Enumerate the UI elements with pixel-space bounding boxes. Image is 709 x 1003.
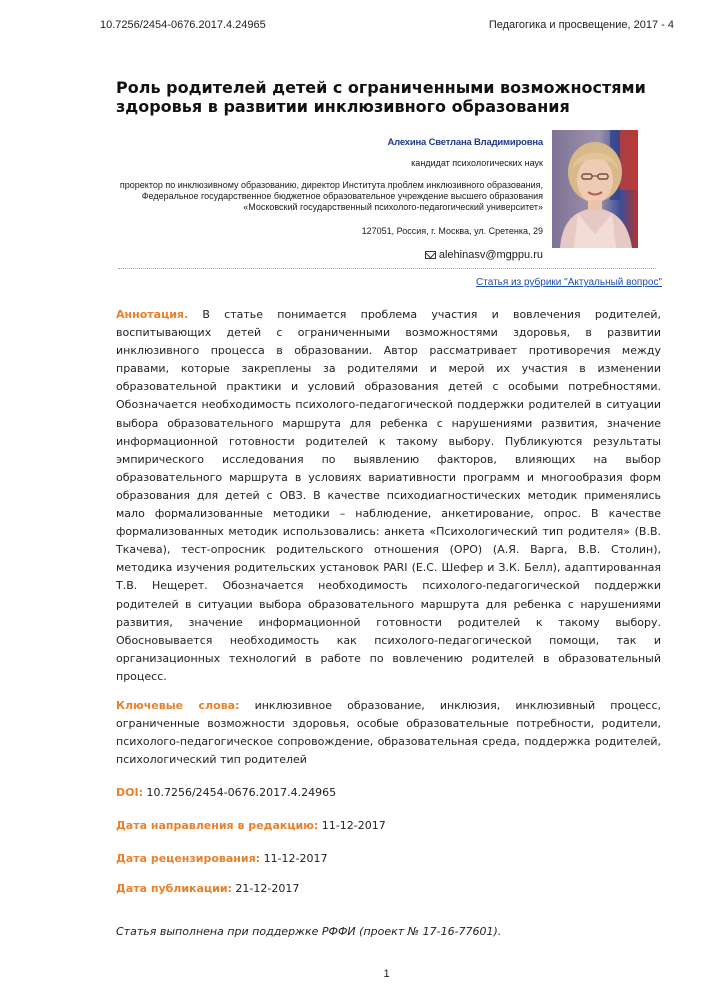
author-portrait-image <box>552 130 638 248</box>
author-position-line: «Московский государственный психолого-педагогический университет» <box>243 202 543 212</box>
doi-label: DOI: <box>116 786 143 799</box>
article-title: Роль родителей детей с ограниченными возможностями здоровья в развитии инклюзивного образования <box>116 78 646 116</box>
author-email-text[interactable]: alehinasv@mgppu.ru <box>438 249 543 261</box>
rubric-link[interactable]: Статья из рубрики "Актуальный вопрос" <box>476 277 662 288</box>
author-position-line: проректор по инклюзивному образованию, директор Института проблем инклюзивного образования, <box>119 180 543 190</box>
date-reviewed-line <box>116 852 328 865</box>
author-position <box>113 180 543 213</box>
header-journal: Педагогика и просвещение, 2017 - 4 <box>488 19 674 31</box>
keywords <box>116 697 661 769</box>
date-published-value: 21-12-2017 <box>235 882 300 895</box>
page-number: 1 <box>383 968 390 980</box>
funding-note: Статья выполнена при поддержке РФФИ (проект № 17-16-77601). <box>116 925 502 938</box>
author-block <box>113 137 543 261</box>
author-address: 127051, Россия, г. Москва, ул. Сретенка, 29 <box>361 226 543 236</box>
divider-dotted <box>118 268 656 269</box>
date-sent-value: 11-12-2017 <box>321 819 386 832</box>
date-sent-line <box>116 819 386 832</box>
keywords-text: инклюзивное образование, инклюзия, инклюзивный процесс, ограниченные возможности здоровья, особые образовательные потребности, родители, психолого-педагогическое сопровождение, образовательная среда, поддержка родителей, психологический тип родителей <box>116 699 662 767</box>
date-reviewed-label: Дата рецензирования: <box>116 852 261 865</box>
author-degree: кандидат психологических наук <box>411 158 543 168</box>
abstract-text: В статье понимается проблема участия и вовлечения родителей, воспитывающих детей с ограниченными возможностями здоровья, в развитии инклюзивного процесса в образовании. Автор рассматривает противоречия между правами, которые закреплены за родителями и мерой их участия в изменении образовательной практики и условий образования детей с особыми потребностями. Обозначается необходимость психолого-педагогической поддержки родителей в ситуации выбора образовательного маршрута для ребенка с нарушениями развития, значение информационной готовности родителей к такому выбору. Публикуются результаты эмпирического исследования по выявлению факторов, влияющих на выбор образовательного маршрута в условиях вариативности программ и многообразия форм образования для детей с ОВЗ. В качестве психодиагностических методик применялись мало формализованные методики – наблюдение, анкетирование, опрос. В качестве формализованных методик использовались: анкета «Психологический тип родителя» (В.В. Ткачева), тест-опросник родительского отношения (ОРО) (А.Я. Варга, В.В. Столин), методика изучения родительских установок PARI (Е.С. Шефер и З.К. Белл), адаптированная Т.В. Нещерет. Обозначается необходимость психолого-педагогической поддержки родителей в ситуации выбора образовательного маршрута для ребенка с нарушениями развития, значение информационной готовности родителей к такому выбору. Обосновывается необходимость как психолого-педагогической помощи, так и организационных технологий в работе по вовлечению родителей в образовательный процесс. <box>116 308 661 683</box>
date-reviewed-value: 11-12-2017 <box>263 852 328 865</box>
author-name: Алехина Светлана Владимировна <box>387 137 543 148</box>
doi-line <box>116 786 336 799</box>
doi-value: 10.7256/2454-0676.2017.4.24965 <box>146 786 337 799</box>
header-doi: 10.7256/2454-0676.2017.4.24965 <box>100 19 266 31</box>
abstract <box>116 306 661 686</box>
envelope-icon <box>425 251 436 259</box>
abstract-label: Аннотация. <box>116 308 189 321</box>
author-email[interactable] <box>113 250 543 261</box>
date-published-label: Дата публикации: <box>116 882 232 895</box>
author-position-line: Федеральное государственное бюджетное образовательное учреждение высшего образования <box>141 191 543 201</box>
author-photo <box>552 130 638 248</box>
keywords-label: Ключевые слова: <box>116 699 240 712</box>
date-published-line <box>116 882 299 895</box>
date-sent-label: Дата направления в редакцию: <box>116 819 319 832</box>
